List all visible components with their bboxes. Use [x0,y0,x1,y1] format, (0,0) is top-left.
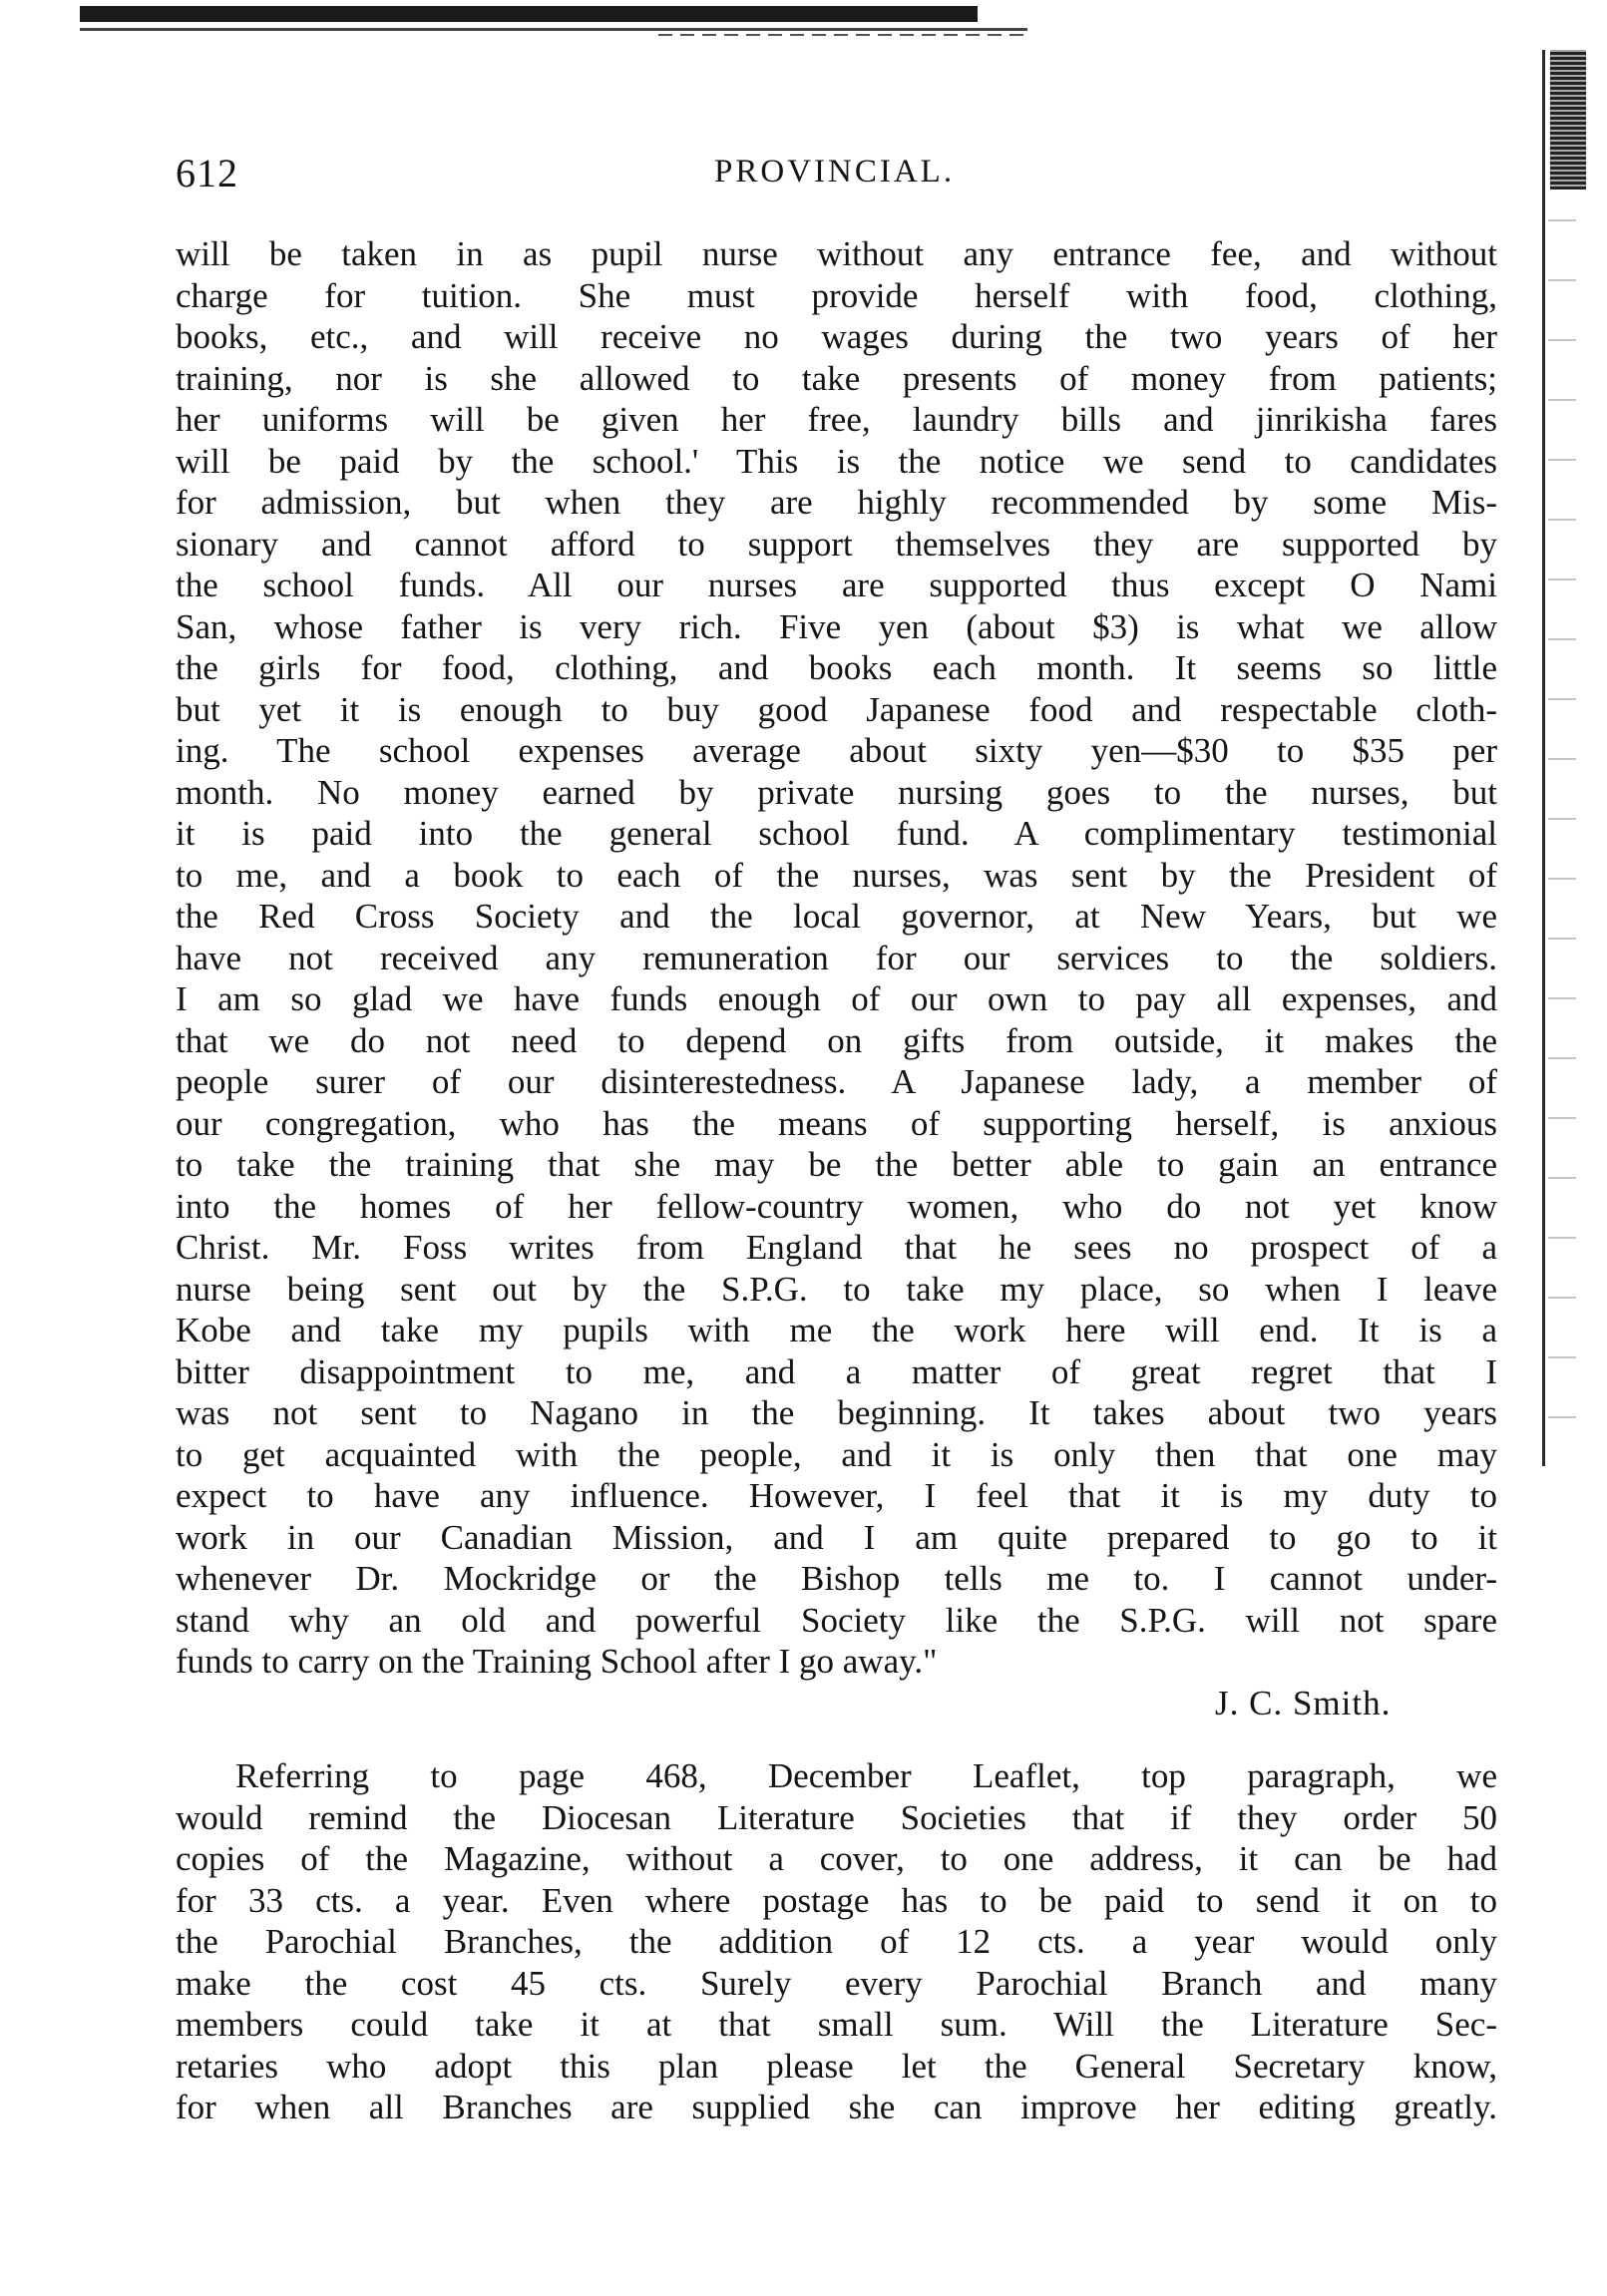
text-line: whenever Dr. Mockridge or the Bishop tells me to. I cannot under- [176,1559,1497,1598]
text-line [176,1755,1497,1797]
text-line: to get acquainted with the people, and it is only then that one may [176,1434,1497,1474]
text-line: sionary and cannot afford to support themselves they are supported by [176,524,1497,564]
binding-edge-dark-block [1550,50,1586,190]
top-rule-thick [80,6,978,22]
text-line: to me, and a book to each of the nurses, was sent by the President of [176,855,1497,895]
text-line: nurse being sent out by the S.P.G. to take my place, so when I leave [176,1269,1497,1309]
text-line: her uniforms will be given her free, laundry bills and jinrikisha fares [176,400,1497,439]
text-line: funds to carry on the Training School after I go away." [176,1642,938,1681]
text-line: the school funds. All our nurses are supported thus except O Nami [176,566,1497,604]
text-line: stand why an old and powerful Society like the S.P.G. will not spare [176,1600,1497,1640]
text-line: but yet it is enough to buy good Japanese food and respectable cloth- [176,689,1497,729]
text-line: expect to have any influence. However, I feel that it is my duty to [176,1476,1497,1515]
text-line: for 33 cts. a year. Even where postage has to be paid to send it on to [176,1880,1497,1920]
text-line-content: Referring to page 468, December Leaflet, top paragraph, we [235,1756,1497,1795]
top-rule-dashed [658,34,1027,36]
text-line: books, etc., and will receive no wages during the two years of her [176,317,1497,356]
text-line: for admission, but when they are highly recommended by some Mis- [176,483,1497,522]
text-line: ing. The school expenses average about sixty yen—$30 to $35 per [176,731,1497,770]
text-line: retaries who adopt this plan please let the General Secretary know, [176,2046,1497,2086]
letter-paragraph [176,233,1497,1683]
text-line: make the cost 45 cts. Surely every Parochial Branch and many [176,1963,1497,2003]
page-number: 612 [176,151,238,195]
text-line: training, nor is she allowed to take presents of money from patients; [176,358,1497,398]
text-line: would remind the Diocesan Literature Societies that if they order 50 [176,1797,1497,1837]
text-line: Kobe and take my pupils with me the work here will end. It is a [176,1311,1497,1349]
notice-paragraph [176,1755,1497,2128]
text-line: our congregation, who has the means of supporting herself, is anxious [176,1103,1497,1143]
text-line: was not sent to Nagano in the beginning. It takes about two years [176,1393,1497,1432]
text-line: that we do not need to depend on gifts from outside, it makes the [176,1020,1497,1060]
top-rule-thin [80,28,1027,31]
binding-edge-marks [1548,209,1576,1446]
text-line: have not received any remuneration for our services to the soldiers. [176,938,1497,977]
text-line: bitter disappointment to me, and a matter of great regret that I [176,1351,1497,1391]
text-line: for when all Branches are supplied she can improve her editing greatly. [176,2088,1497,2126]
text-line: will be taken in as pupil nurse without any entrance fee, and without [176,234,1497,273]
text-line: people surer of our disinterestedness. A Japanese lady, a member of [176,1062,1497,1101]
text-line: copies of the Magazine, without a cover, to one address, it can be had [176,1839,1497,1878]
text-line: Christ. Mr. Foss writes from England that he sees no prospect of a [176,1228,1497,1267]
text-line: will be paid by the school.' This is the notice we send to candidates [176,441,1497,481]
text-line: the Red Cross Society and the local governor, at New Years, but we [176,897,1497,936]
text-line: charge for tuition. She must provide herself with food, clothing, [176,275,1497,315]
text-line: San, whose father is very rich. Five yen (about $3) is what we allow [176,606,1497,646]
text-line: it is paid into the general school fund. A complimentary testimonial [176,814,1497,853]
text-line: to take the training that she may be the better able to gain an entrance [176,1145,1497,1184]
running-head [176,150,1492,197]
text-line: work in our Canadian Mission, and I am quite prepared to go to it [176,1517,1497,1557]
text-line: the girls for food, clothing, and books each month. It seems so little [176,648,1497,687]
text-line: into the homes of her fellow-country women, who do not yet know [176,1186,1497,1226]
text-line: the Parochial Branches, the addition of 12 cts. a year would only [176,1922,1497,1961]
text-line: month. No money earned by private nursing goes to the nurses, but [176,772,1497,812]
signature: J. C. Smith. [1215,1684,1392,1722]
text-line: I am so glad we have funds enough of our own to pay all expenses, and [176,979,1497,1018]
text-line: members could take it at that small sum. Will the Literature Sec- [176,2005,1497,2044]
running-title: PROVINCIAL. [714,154,956,190]
